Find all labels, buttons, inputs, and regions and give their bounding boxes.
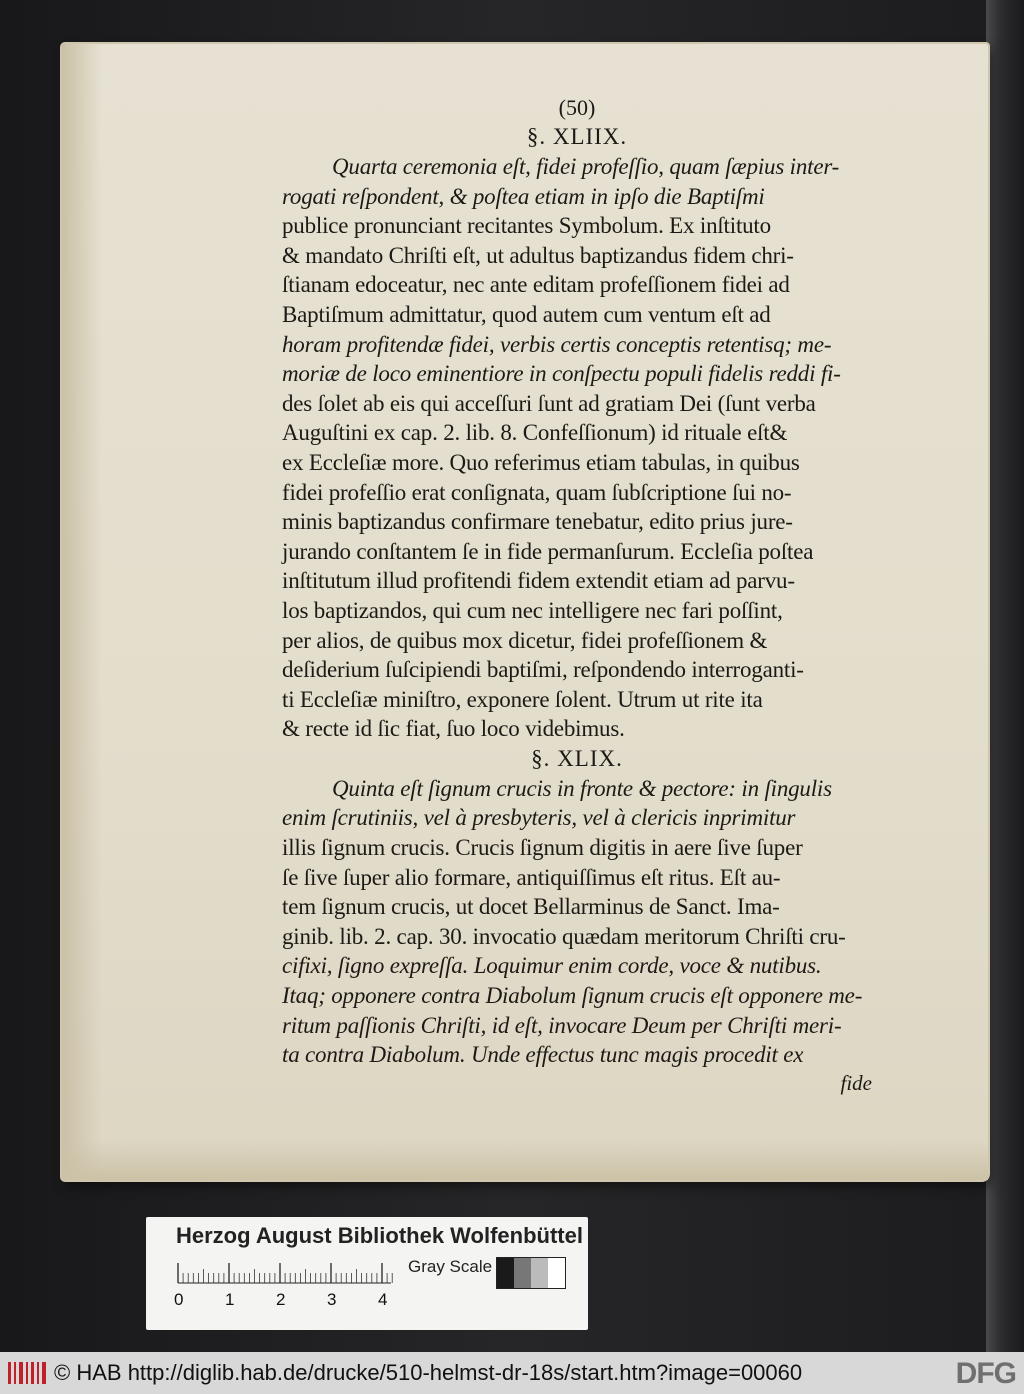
dfg-logo: DFG xyxy=(955,1357,1016,1390)
gray-swatch xyxy=(548,1258,565,1288)
text-line: cifixi, ſigno expreſſa. Loquimur enim corde, voce & nutibus. xyxy=(282,953,822,979)
text-line: rogati reſpondent, & poſtea etiam in ipſo die Baptiſmi xyxy=(282,183,765,209)
text-line: ex Eccleſiæ more. Quo referimus etiam tabulas, in quibus xyxy=(282,449,800,475)
text-line: ritum paſſionis Chriſti, id eſt, invocare Deum per Chriſti meri- xyxy=(282,1012,842,1038)
gray-swatch xyxy=(531,1258,548,1288)
text-line: publice pronunciant recitantes Symbolum. Ex inſtituto xyxy=(282,213,771,239)
text-line: ti Eccleſiæ miniſtro, exponere ſolent. Utrum ut rite ita xyxy=(282,686,763,712)
ruler-label: 3 xyxy=(327,1290,337,1309)
gray-swatch xyxy=(497,1258,514,1288)
text-line: jurando conſtantem ſe in fide permanſurum. Eccleſia poſtea xyxy=(282,538,814,564)
barcode-icon xyxy=(8,1360,48,1386)
text-line: ſtianam edoceatur, nec ante editam profeſſionem fidei ad xyxy=(282,272,790,298)
text-line: inſtitutum illud profitendi fidem extendit etiam ad parvu- xyxy=(282,568,795,594)
text-line: ta contra Diabolum. Unde effectus tunc magis procedit ex xyxy=(282,1042,804,1068)
ruler xyxy=(176,1261,406,1307)
page-number: (50) xyxy=(558,95,596,120)
text-line: ginib. lib. 2. cap. 30. invocatio quædam meritorum Chriſti cru- xyxy=(282,923,846,949)
catchword: fide xyxy=(840,1070,872,1095)
text-line: moriæ de loco eminentiore in conſpectu populi fidelis reddi fi- xyxy=(282,361,841,387)
text-line: tem ſignum crucis, ut docet Bellarminus de Sanct. Ima- xyxy=(282,894,780,920)
ruler-label: 4 xyxy=(378,1290,388,1309)
text-line: Quarta ceremonia eſt, fidei profeſſio, quam ſæpius inter- xyxy=(332,154,840,179)
ruler-label: 1 xyxy=(225,1290,235,1309)
gray-swatch xyxy=(514,1258,531,1288)
text-line: Auguſtini ex cap. 2. lib. 8. Confeſſionum) id rituale eſt& xyxy=(282,420,788,446)
ruler-label: 0 xyxy=(174,1290,184,1309)
copyright-text: © HAB xyxy=(54,1360,122,1385)
text-line: Baptiſmum admittatur, quod autem cum ventum eſt ad xyxy=(282,301,771,327)
text-line: illis ſignum crucis. Crucis ſignum digitis in aere ſive ſuper xyxy=(282,835,803,861)
section-heading: §. XLIIX. xyxy=(526,124,628,149)
footer-credit xyxy=(54,1360,802,1386)
text-line: minis baptizandus confirmare tenebatur, edito prius jure- xyxy=(282,509,793,535)
viewer-footer xyxy=(0,1352,1024,1394)
ruler-label: 2 xyxy=(276,1290,286,1309)
page-text xyxy=(282,94,942,1096)
gray-scale-label: Gray Scale xyxy=(408,1257,493,1276)
text-line: des ſolet ab eis qui acceſſuri ſunt ad gratiam Dei (ſunt verba xyxy=(282,390,816,416)
text-line: & recte id ſic fiat, ſuo loco videbimus. xyxy=(282,716,625,742)
gray-scale-swatches xyxy=(496,1257,566,1289)
text-line: per alios, de quibus mox dicetur, fidei profeſſionem & xyxy=(282,627,768,653)
text-line: enim ſcrutiniis, vel à presbyteris, vel à clericis inprimitur xyxy=(282,805,796,831)
text-line: & mandato Chriſti eſt, ut adultus baptizandus fidem chri- xyxy=(282,242,794,268)
document-page xyxy=(62,44,988,1180)
section-heading: §. XLIX. xyxy=(531,745,623,771)
text-line: horam profitendæ fidei, verbis certis conceptis retentisq; me- xyxy=(282,331,832,357)
book-edge xyxy=(986,0,1024,1352)
source-link[interactable]: http://diglib.hab.de/drucke/510-helmst-dr-18s/start.htm?image=00060 xyxy=(127,1360,803,1385)
library-name: Herzog August Bibliothek Wolfenbüttel xyxy=(176,1223,583,1248)
text-line: ſe ſive ſuper alio formare, antiquiſſimus eſt ritus. Eſt au- xyxy=(282,864,781,890)
text-line: los baptizandos, qui cum nec intelligere nec fari poſſint, xyxy=(282,597,783,623)
library-label-card xyxy=(146,1217,588,1330)
text-line: fidei profeſſio erat conſignata, quam ſubſcriptione ſui no- xyxy=(282,479,792,505)
text-line: deſiderium ſuſcipiendi baptiſmi, reſpondendo interroganti- xyxy=(282,657,804,683)
text-line: Itaq; opponere contra Diabolum ſignum crucis eſt opponere me- xyxy=(282,983,863,1009)
text-line: Quinta eſt ſignum crucis in fronte & pectore: in ſingulis xyxy=(332,775,832,801)
